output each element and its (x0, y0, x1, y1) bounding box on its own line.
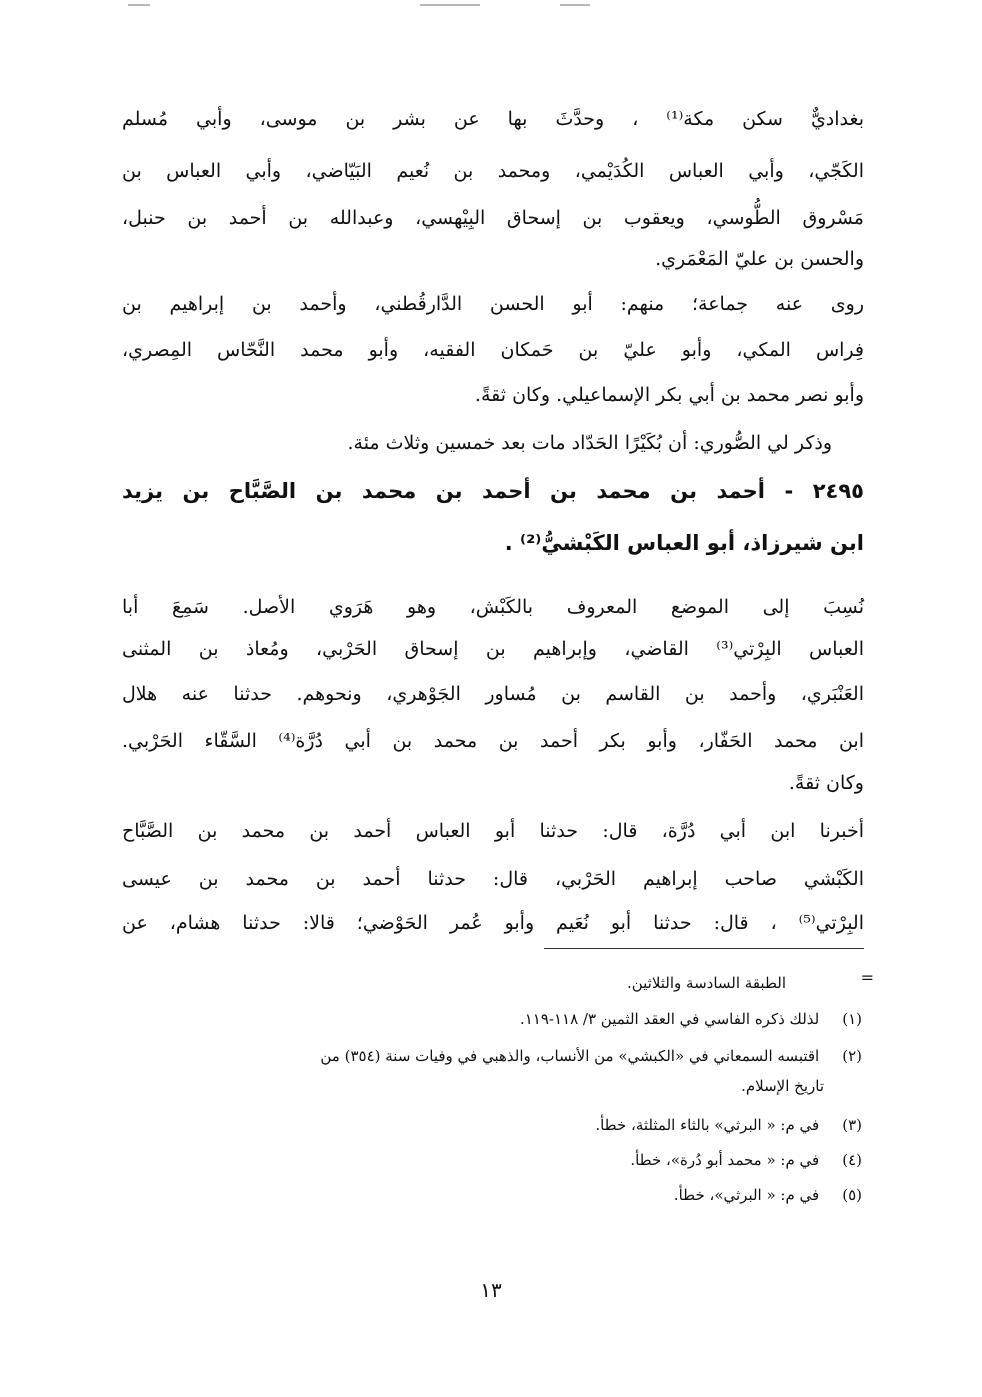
body-line: أخبرنا ابن أبي دُرَّة، قال: حدثنا أبو العباس أحمد بن محمد بن الصَّبَّاح (122, 820, 864, 842)
body-line: روى عنه جماعة؛ منهم: أبو الحسن الدَّارقُطني، وأحمد بن إبراهيم بن (122, 293, 864, 315)
footnote-number: (٢) (842, 1047, 862, 1065)
footnote-continuation: الطبقة السادسة والثلاثين. (626, 974, 786, 992)
footnote-1 (122, 1008, 862, 1032)
footnote-number: (٥) (842, 1186, 862, 1204)
footnote-4 (122, 1149, 862, 1173)
scan-artifact (560, 4, 590, 6)
footnote-5 (122, 1184, 862, 1208)
footnote-number: (١) (842, 1010, 862, 1028)
footnote-number: (٣) (842, 1116, 862, 1134)
scan-artifact (128, 4, 150, 6)
footnote-text: لذلك ذكره الفاسي في العقد الثمين ٣/ ١١٨-١١٩. (519, 1010, 820, 1028)
body-line: فِراس المكي، وأبو عليّ بن حَمكان الفقيه، وأبو محمد النَّحّاس المِصري، (122, 339, 864, 361)
footnote-text: في م: « البرثي» بالثاء المثلثة، خطأ. (595, 1116, 820, 1134)
body-line: البِرْتي⁽⁵⁾ ، قال: حدثنا أبو نُعَيم وأبو عُمر الحَوْضي؛ قالا: حدثنا هشام، عن (122, 912, 864, 934)
footnote-2 (122, 1045, 862, 1069)
body-line: نُسِبَ إلى الموضع المعروف بالكَبْش، وهو هَرَوي الأصل. سَمِعَ أبا (122, 596, 864, 618)
footnote-2-continued: تاريخ الإسلام. (741, 1077, 824, 1095)
scan-artifact (420, 4, 480, 6)
body-line: والحسن بن عليّ المَعْمَري. (655, 248, 864, 270)
body-line: الكَجّي، وأبي العباس الكُدَيْمي، ومحمد بن نُعيم البَيّاضي، وأبي العباس بن (122, 160, 864, 182)
footnote-text: في م: « محمد أبو دُرة»، خطأ. (630, 1151, 820, 1169)
body-line: وكان ثقةً. (788, 772, 864, 794)
footnote-continuation-marker: = (860, 968, 874, 987)
page-number: ١٣ (480, 1278, 502, 1302)
body-line: وأبو نصر محمد بن أبي بكر الإسماعيلي. وكان ثقةً. (474, 384, 864, 406)
body-line: العَنْبَري، وأحمد بن القاسم بن مُساور الجَوْهري، ونحوهم. حدثنا عنه هلال (122, 683, 864, 705)
footnote-separator (544, 948, 864, 949)
body-line: مَسْروق الطُّوسي، ويعقوب بن إسحاق البِيْهسي، وعبدالله بن أحمد بن حنبل، (122, 207, 864, 229)
footnote-text: في م: « البرثي»، خطأ. (673, 1186, 820, 1204)
body-line: وذكر لي الصُّوري: أن بُكَيْرًا الحَدّاد مات بعد خمسين وثلاث مئة. (347, 432, 832, 454)
body-line: بغداديٌّ سكن مكة⁽¹⁾ ، وحدَّثَ بها عن بشر بن موسى، وأبي مُسلم (122, 108, 864, 130)
entry-heading: ابن شيرزاذ، أبو العباس الكَبْشيُّ⁽²⁾ . (504, 531, 864, 555)
body-line: العباس البِرْتي⁽³⁾ القاضي، وإبراهيم بن إسحاق الحَرْبي، ومُعاذ بن المثنى (122, 638, 864, 660)
footnote-text: اقتبسه السمعاني في «الكبشي» من الأنساب، والذهبي في وفيات سنة (٣٥٤) من (320, 1047, 820, 1065)
footnote-number: (٤) (842, 1151, 862, 1169)
entry-heading: ٢٤٩٥ - أحمد بن محمد بن أحمد بن محمد بن الصَّبَّاح بن يزيد (122, 479, 864, 503)
footnote-3 (122, 1114, 862, 1138)
body-line: ابن محمد الحَفّار، وأبو بكر أحمد بن محمد بن أبي دُرَّة⁽⁴⁾ السَّقّاء الحَرْبي. (122, 730, 865, 752)
body-line: الكَبْشي صاحب إبراهيم الحَرْبي، قال: حدثنا أحمد بن محمد بن عيسى (122, 868, 864, 890)
